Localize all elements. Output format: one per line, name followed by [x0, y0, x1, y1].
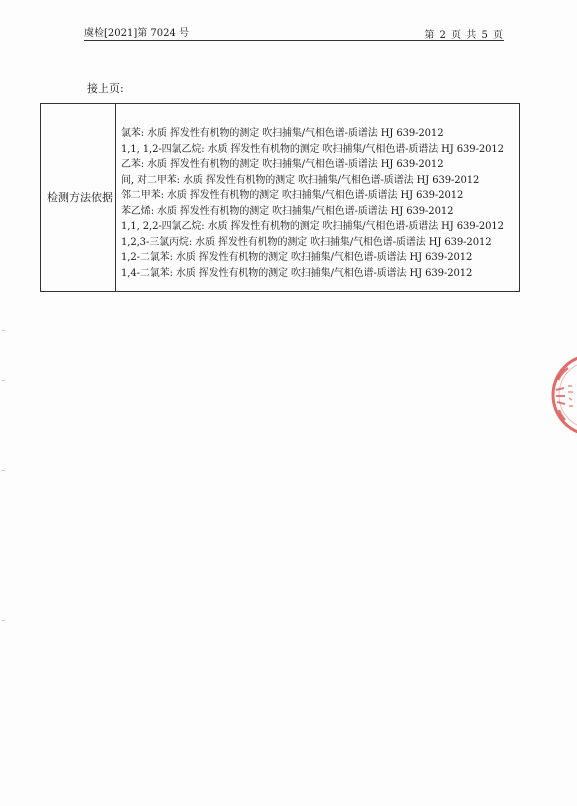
method-line: 1,2-二氯苯: 水质 挥发性有机物的测定 吹扫捕集/气相色谱-质谱法 HJ 639-2012	[121, 252, 473, 263]
method-label: 检测方法依据	[47, 191, 113, 204]
margin-mark	[2, 330, 5, 331]
method-line: 氯苯: 水质 挥发性有机物的测定 吹扫捕集/气相色谱-质谱法 HJ 639-2012	[121, 128, 444, 139]
margin-mark	[2, 380, 5, 381]
method-table	[40, 103, 520, 292]
page-header	[84, 22, 504, 41]
method-label-cell	[41, 104, 116, 291]
method-line: 1,4-二氯苯: 水质 挥发性有机物的测定 吹扫捕集/气相色谱-质谱法 HJ 639-2012	[121, 267, 473, 279]
method-line: 乙苯: 水质 挥发性有机物的测定 吹扫捕集/气相色谱-质谱法 HJ 639-2012	[121, 159, 444, 170]
method-line: 1,1, 2,2-四氯乙烷: 水质 挥发性有机物的测定 吹扫捕集/气相色谱-质谱法 HJ 639-2012	[121, 221, 504, 232]
continued-label: 接上页:	[87, 82, 124, 95]
official-seal-icon	[548, 350, 577, 440]
method-line: 1,1, 1,2-四氯乙烷: 水质 挥发性有机物的测定 吹扫捕集/气相色谱-质谱法 HJ 639-2012	[121, 143, 504, 155]
margin-mark	[2, 470, 5, 471]
margin-mark	[2, 620, 5, 621]
method-list	[121, 126, 504, 281]
method-content-cell	[117, 104, 519, 291]
method-line: 邻二甲苯: 水质 挥发性有机物的测定 吹扫捕集/气相色谱-质谱法 HJ 639-2012	[121, 190, 464, 201]
method-line: 苯乙烯: 水质 挥发性有机物的测定 吹扫捕集/气相色谱-质谱法 HJ 639-2012	[121, 205, 454, 217]
method-line: 间, 对二甲苯: 水质 挥发性有机物的测定 吹扫捕集/气相色谱-质谱法 HJ 639-2012	[121, 174, 480, 186]
page-indicator: 第 2 页 共 5 页	[424, 30, 504, 41]
report-number: 虞检[2021]第 7024 号	[84, 28, 190, 39]
method-line: 1,2,3-三氯丙烷: 水质 挥发性有机物的测定 吹扫捕集/气相色谱-质谱法 HJ 639-2012	[121, 236, 492, 248]
